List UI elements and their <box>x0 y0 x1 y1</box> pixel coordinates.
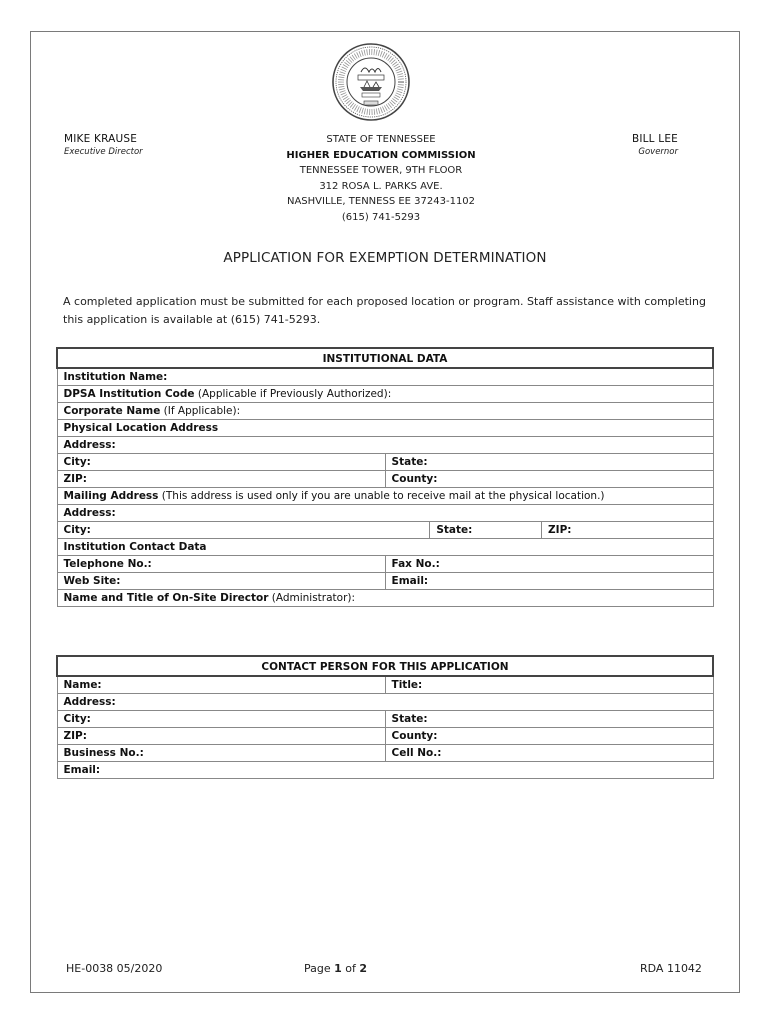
tennessee-seal-logo <box>331 42 411 122</box>
mailing-address-heading <box>57 488 713 505</box>
physical-zip-field[interactable]: ZIP: <box>57 471 385 488</box>
institutional-data-table <box>56 347 714 607</box>
contact-data-heading: Institution Contact Data <box>57 539 713 556</box>
mailing-address-note: (This address is used only if you are unable to receive mail at the physical location.) <box>158 490 605 502</box>
agency-phone: (615) 741-5293 <box>341 211 421 223</box>
page-total: 2 <box>359 962 368 975</box>
governor-name: BILL LEE <box>631 133 678 145</box>
state-name: STATE OF TENNESSEE <box>326 134 436 145</box>
dpsa-code-label: DPSA Institution Code <box>63 388 195 400</box>
contact-email-field[interactable]: Email: <box>57 762 713 779</box>
mailing-state-field[interactable]: State: <box>430 522 542 539</box>
institution-name-field[interactable] <box>57 368 713 386</box>
corporate-name-note: (If Applicable): <box>160 405 241 417</box>
page-number <box>304 962 367 975</box>
physical-address-field[interactable]: Address: <box>57 437 713 454</box>
mailing-zip-field[interactable]: ZIP: <box>542 522 713 539</box>
physical-state-field[interactable]: State: <box>385 454 713 471</box>
executive-director-title: Executive Director <box>64 147 143 157</box>
contact-name-field[interactable]: Name: <box>57 676 385 694</box>
governor-block <box>560 132 678 159</box>
director-label: Name and Title of On-Site Director <box>63 592 269 604</box>
governor-title: Governor <box>638 147 678 157</box>
corporate-name-label: Corporate Name <box>63 405 161 417</box>
director-field[interactable] <box>57 590 713 607</box>
fax-field[interactable]: Fax No.: <box>385 556 713 573</box>
page-prefix: Page <box>304 962 335 975</box>
contact-title-field[interactable]: Title: <box>385 676 713 694</box>
executive-director-block <box>64 132 214 159</box>
agency-name: HIGHER EDUCATION COMMISSION <box>286 149 476 161</box>
contact-city-field[interactable]: City: <box>57 711 385 728</box>
physical-county-field[interactable]: County: <box>385 471 713 488</box>
contact-person-heading: CONTACT PERSON FOR THIS APPLICATION <box>57 656 713 676</box>
intro-paragraph: A completed application must be submitted for each proposed location or program. Staff assistance with completing this application is available at (615) 741-5293. <box>63 295 706 326</box>
contact-business-phone-field[interactable]: Business No.: <box>57 745 385 762</box>
executive-director-name: MIKE KRAUSE <box>64 133 138 145</box>
dpsa-code-note: (Applicable if Previously Authorized): <box>194 388 392 400</box>
mailing-address-field[interactable]: Address: <box>57 505 713 522</box>
form-id: HE-0038 05/2020 <box>66 962 163 975</box>
mailing-address-label: Mailing Address <box>63 490 159 502</box>
address-line-2: 312 ROSA L. PARKS AVE. <box>319 180 443 192</box>
mailing-city-field[interactable]: City: <box>57 522 430 539</box>
contact-zip-field[interactable]: ZIP: <box>57 728 385 745</box>
contact-county-field[interactable]: County: <box>385 728 713 745</box>
contact-cell-phone-field[interactable]: Cell No.: <box>385 745 713 762</box>
contact-state-field[interactable]: State: <box>385 711 713 728</box>
dpsa-code-field[interactable] <box>57 386 713 403</box>
institution-name-label: Institution Name: <box>63 371 168 383</box>
page-title: APPLICATION FOR EXEMPTION DETERMINATION <box>223 250 547 266</box>
institutional-data-heading: INSTITUTIONAL DATA <box>57 348 713 368</box>
agency-address-block <box>235 132 527 225</box>
corporate-name-field[interactable] <box>57 403 713 420</box>
address-line-3: NASHVILLE, TENNESS EE 37243-1102 <box>286 196 476 207</box>
contact-person-table <box>56 655 714 779</box>
telephone-field[interactable]: Telephone No.: <box>57 556 385 573</box>
website-field[interactable]: Web Site: <box>57 573 385 590</box>
address-line-1: TENNESSEE TOWER, 9TH FLOOR <box>299 165 463 176</box>
email-field[interactable]: Email: <box>385 573 713 590</box>
contact-address-field[interactable]: Address: <box>57 694 713 711</box>
rda-number: RDA 11042 <box>640 962 702 975</box>
physical-city-field[interactable]: City: <box>57 454 385 471</box>
director-note: (Administrator): <box>268 592 356 604</box>
page-current: 1 <box>334 962 342 975</box>
physical-location-heading: Physical Location Address <box>57 420 713 437</box>
page-of: of <box>341 962 360 975</box>
